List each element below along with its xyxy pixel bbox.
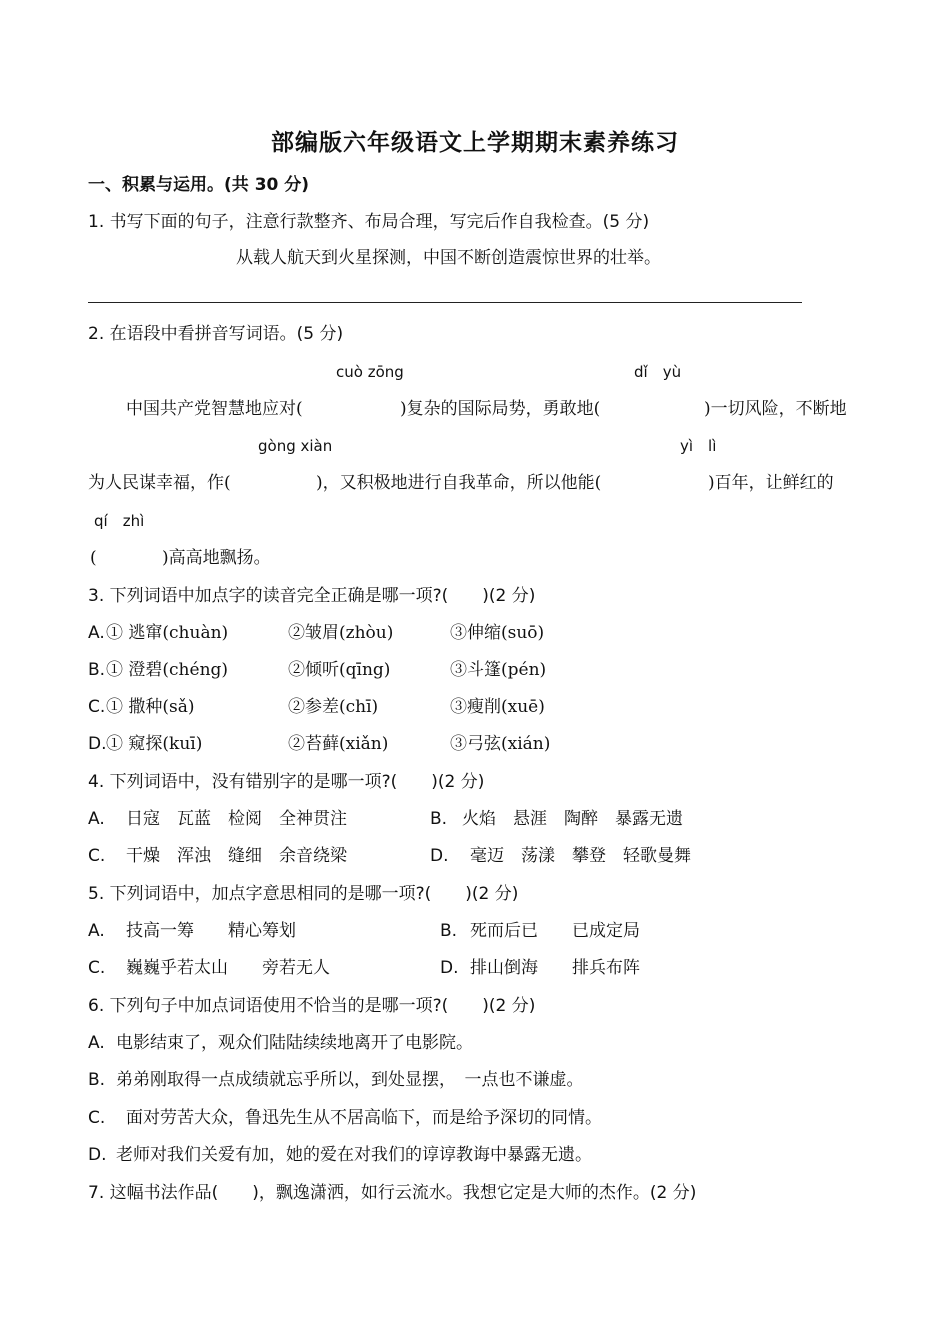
- pinyin-qizhi: qí zhì: [94, 512, 145, 530]
- q1-prompt: 1. 书写下面的句子，注意行款整齐、布局合理，写完后作自我检查。(5 分): [88, 212, 650, 232]
- q5-option-d-label: D.: [440, 958, 459, 978]
- q3-option-b-1: ① 澄碧(chéng): [106, 660, 229, 680]
- q3-prompt: 3. 下列词语中加点字的读音完全正确是哪一项?( )(2 分): [88, 586, 536, 606]
- q2-line2-part2: )，又积极地进行自我革命，所以他能(: [316, 473, 602, 493]
- q4-prompt: 4. 下列词语中，没有错别字的是哪一项?( )(2 分): [88, 772, 485, 792]
- pinyin-cuozong: cuò zōng: [336, 363, 404, 381]
- q6-option-c-label: C.: [88, 1108, 106, 1128]
- q5-option-c-label: C.: [88, 958, 106, 978]
- q4-option-d-label: D.: [430, 846, 449, 866]
- q3-option-d-3: ③弓弦(xián): [450, 734, 551, 754]
- q2-line2-part3: )百年，让鲜红的: [708, 473, 834, 493]
- q2-line3-part2: )高高地飘扬。: [162, 548, 271, 568]
- q3-option-b-3: ③斗篷(pén): [450, 660, 547, 680]
- pinyin-diyu: dǐ yù: [634, 363, 682, 381]
- q1-sentence: 从载人航天到火星探测，中国不断创造震惊世界的壮举。: [236, 248, 661, 268]
- q3-option-a-1: ① 逃窜(chuàn): [106, 623, 229, 643]
- q4-option-a: 日寇 瓦蓝 检阅 全神贯注: [126, 809, 347, 829]
- q5-option-b: 死而后已 已成定局: [470, 921, 640, 941]
- writing-line[interactable]: [88, 302, 802, 303]
- q5-option-d: 排山倒海 排兵布阵: [470, 958, 640, 978]
- pinyin-yili: yì lì: [680, 437, 717, 455]
- q5-option-b-label: B.: [440, 921, 458, 941]
- q4-option-a-label: A.: [88, 809, 105, 829]
- section-heading: 一、积累与运用。(共 30 分): [88, 175, 310, 195]
- q6-option-b-label: B.: [88, 1070, 106, 1090]
- pinyin-gongxian: gòng xiàn: [258, 437, 333, 455]
- q6-option-d-label: D.: [88, 1145, 107, 1165]
- q2-prompt: 2. 在语段中看拼音写词语。(5 分): [88, 324, 344, 344]
- q3-option-d-2: ②苔藓(xiǎn): [288, 734, 389, 754]
- q3-option-a-3: ③伸缩(suō): [450, 623, 545, 643]
- q4-option-c: 干燥 浑浊 缝细 余音绕梁: [126, 846, 347, 866]
- q4-option-b-label: B.: [430, 809, 448, 829]
- q4-option-d: 毫迈 荡漾 攀登 轻歌曼舞: [470, 846, 691, 866]
- q5-option-a: 技高一筹 精心筹划: [126, 921, 296, 941]
- q4-option-c-label: C.: [88, 846, 106, 866]
- q3-option-d-label: D.: [88, 734, 107, 754]
- q3-option-a-label: A.: [88, 623, 105, 643]
- q5-option-a-label: A.: [88, 921, 105, 941]
- q7-prompt: 7. 这幅书法作品( )，飘逸潇洒，如行云流水。我想它定是大师的杰作。(2 分): [88, 1183, 697, 1203]
- q2-line1-part3: )一切风险，不断地: [704, 399, 847, 419]
- q6-option-c: 面对劳苦大众，鲁迅先生从不居高临下，而是给予深切的同情。: [126, 1108, 602, 1128]
- q3-option-b-label: B.: [88, 660, 106, 680]
- page-title: 部编版六年级语文上学期期末素养练习: [271, 130, 679, 156]
- q2-line1-part2: )复杂的国际局势，勇敢地(: [400, 399, 601, 419]
- q6-option-b: 弟弟刚取得一点成绩就忘乎所以，到处显摆， 一点也不谦虚。: [116, 1070, 584, 1090]
- q6-option-a: 电影结束了，观众们陆陆续续地离开了电影院。: [116, 1033, 473, 1053]
- q2-line1-part1: 中国共产党智慧地应对(: [126, 399, 303, 419]
- q3-option-c-1: ① 撒种(sǎ): [106, 697, 195, 717]
- q3-option-c-2: ②参差(chī): [288, 697, 379, 717]
- q6-prompt: 6. 下列句子中加点词语使用不恰当的是哪一项?( )(2 分): [88, 996, 536, 1016]
- q3-option-b-2: ②倾听(qīng): [288, 660, 391, 680]
- q5-option-c: 巍巍乎若太山 旁若无人: [126, 958, 330, 978]
- q2-line3-part1: (: [90, 548, 97, 568]
- q6-option-a-label: A.: [88, 1033, 105, 1053]
- q2-line2-part1: 为人民谋幸福，作(: [88, 473, 231, 493]
- q3-option-c-3: ③瘦削(xuē): [450, 697, 545, 717]
- q3-option-a-2: ②皱眉(zhòu): [288, 623, 394, 643]
- q3-option-d-1: ① 窥探(kuī): [106, 734, 203, 754]
- q6-option-d: 老师对我们关爱有加，她的爱在对我们的谆谆教诲中暴露无遗。: [116, 1145, 592, 1165]
- q5-prompt: 5. 下列词语中，加点字意思相同的是哪一项?( )(2 分): [88, 884, 519, 904]
- q3-option-c-label: C.: [88, 697, 106, 717]
- q4-option-b: 火焰 悬涯 陶醉 暴露无遗: [462, 809, 683, 829]
